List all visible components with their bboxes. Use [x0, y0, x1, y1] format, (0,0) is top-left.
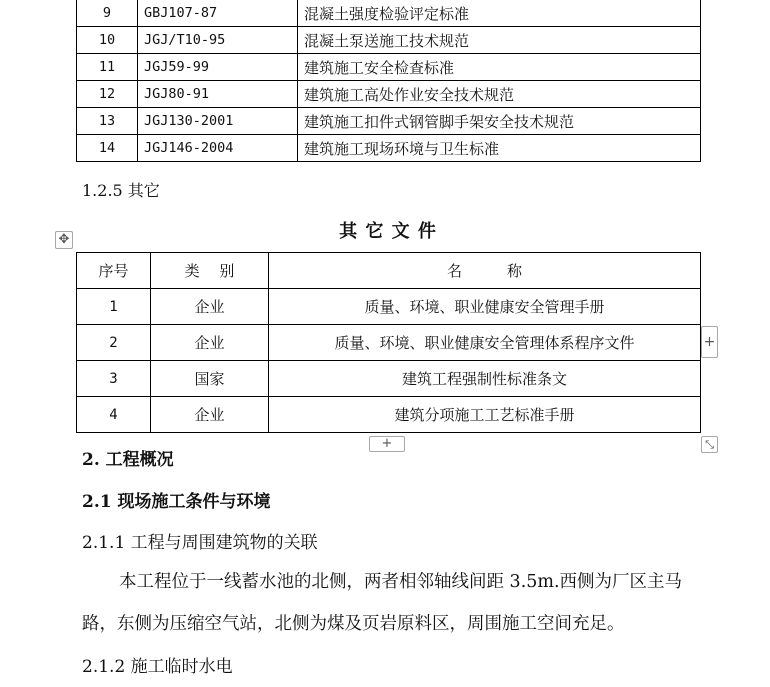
other-documents-table — [76, 252, 701, 433]
table-row — [77, 135, 701, 162]
table-row — [77, 289, 701, 325]
standard-code: JGJ80-91 — [138, 81, 298, 108]
row-number: 4 — [77, 397, 151, 433]
table-row — [77, 27, 701, 54]
table-row — [77, 361, 701, 397]
table-row — [77, 0, 701, 27]
standard-name: 混凝土强度检验评定标准 — [298, 0, 701, 27]
standard-name: 建筑施工扣件式钢管脚手架安全技术规范 — [298, 108, 701, 135]
plus-icon[interactable]: + — [369, 436, 405, 452]
header-name: 名 称 — [269, 253, 701, 289]
standards-table — [76, 0, 701, 162]
row-name: 建筑工程强制性标准条文 — [269, 361, 701, 397]
row-number: 10 — [77, 27, 138, 54]
row-number: 1 — [77, 289, 151, 325]
standard-code: JGJ59-99 — [138, 54, 298, 81]
row-name: 质量、环境、职业健康安全管理体系程序文件 — [269, 325, 701, 361]
standard-code: JGJ146-2004 — [138, 135, 298, 162]
header-category: 类 别 — [151, 253, 269, 289]
row-number: 12 — [77, 81, 138, 108]
standard-code: JGJ130-2001 — [138, 108, 298, 135]
heading-2-1-2: 2.1.2 施工临时水电 — [82, 657, 233, 677]
table-title: 其 它 文 件 — [339, 221, 437, 242]
paragraph-line: 路，东侧为压缩空气站，北侧为煤及页岩原料区，周围施工空间充足。 — [82, 614, 625, 634]
row-number: 14 — [77, 135, 138, 162]
row-name: 质量、环境、职业健康安全管理手册 — [269, 289, 701, 325]
table-row — [77, 54, 701, 81]
standard-code: GBJ107-87 — [138, 0, 298, 27]
row-category: 企业 — [151, 397, 269, 433]
standard-code: JGJ/T10-95 — [138, 27, 298, 54]
header-number: 序号 — [77, 253, 151, 289]
row-number: 3 — [77, 361, 151, 397]
row-number: 2 — [77, 325, 151, 361]
row-category: 国家 — [151, 361, 269, 397]
paragraph-line: 本工程位于一线蓄水池的北侧，两者相邻轴线间距 3.5m.西侧为厂区主马 — [119, 572, 683, 592]
table-header-row — [77, 253, 701, 289]
row-category: 企业 — [151, 289, 269, 325]
standard-name: 混凝土泵送施工技术规范 — [298, 27, 701, 54]
table-row — [77, 108, 701, 135]
table-row — [77, 397, 701, 433]
resize-icon[interactable]: ⤡ — [701, 436, 718, 453]
table-row — [77, 325, 701, 361]
standard-name: 建筑施工高处作业安全技术规范 — [298, 81, 701, 108]
row-name: 建筑分项施工工艺标准手册 — [269, 397, 701, 433]
row-number: 13 — [77, 108, 138, 135]
move-handle-icon[interactable]: ✥ — [55, 231, 73, 249]
heading-2-1: 2.1 现场施工条件与环境 — [82, 492, 271, 512]
row-number: 11 — [77, 54, 138, 81]
heading-2-1-1: 2.1.1 工程与周围建筑物的关联 — [82, 533, 318, 553]
plus-icon[interactable]: + — [701, 326, 718, 358]
row-number: 9 — [77, 0, 138, 27]
table-row — [77, 81, 701, 108]
standard-name: 建筑施工安全检查标准 — [298, 54, 701, 81]
heading-2: 2. 工程概况 — [82, 450, 174, 470]
standard-name: 建筑施工现场环境与卫生标准 — [298, 135, 701, 162]
row-category: 企业 — [151, 325, 269, 361]
section-heading-1-2-5: 1.2.5 其它 — [82, 181, 160, 200]
